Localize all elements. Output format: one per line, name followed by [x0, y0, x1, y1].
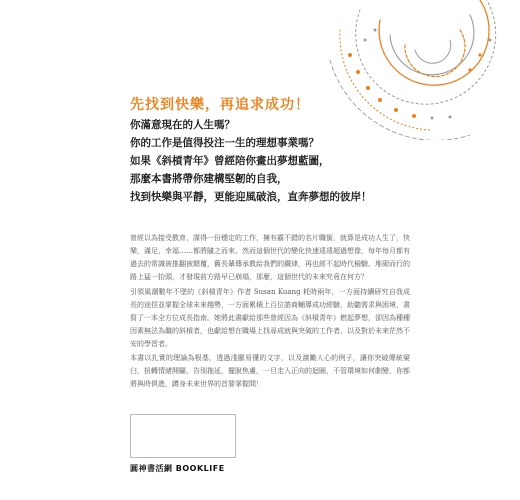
body-paragraph: 本書以扎實的理論為根基，透過淺顯易懂的文字，以及激勵人心的例子，讓你突破傳統窠臼，扭轉情緒開闢，告別拖延，擺脫焦慮，一旦走入正向的迴圈，不管環境如何劇變，你都將與時俱進，蹲身未來世界的首要掌握間！ — [130, 354, 410, 388]
barcode-area — [130, 414, 236, 458]
intro-line: 你滿意現在的人生嗎？ — [130, 119, 235, 131]
body-paragraph: 曾經以為接受教育，謀得一份穩定的工作，擁有霸不錯的名片職銜，就算是成功人生了，快樂，滿足，幸福……都將隨之而來。然而這個世代的變化快速遠遠超過想像，每年每月都有過去的常識被推翻被顛覆，舊長輩傳承教給我們的鐵律，再也經不起時代檢驗。堆砌而行的路上猛一抬頭，才發現前方路早已崩塌，那麼，這個世代的未來究竟在何方？ — [130, 234, 410, 281]
intro-line: 找到快樂與平靜，更能迎風破浪，直奔夢想的彼岸！ — [130, 191, 372, 203]
intro-block — [130, 116, 510, 206]
headline: 先找到快樂，再追求成功！ — [130, 97, 310, 113]
body-paragraph: 引領風潮數年不墜的《斜槓青年》作者 Susan Kuang 耗時兩年，一方面持續研究自我成長的途徑並掌握全球未來趨勢，一方面累積上百位諮商輔導成功經驗，助聽需求與困境，書寫了一本全方位成長指南。她將此書獻給那些曾經因為《斜槓青年》燃起夢想，卻因為種種因素無法為繼的斜槓者，也獻給想在職場上找尋成就與突破的工作者，以及對於未來茫然不安的學習者。 — [130, 288, 410, 348]
intro-line: 那麼本書將帶你建構堅韌的自我， — [130, 173, 288, 185]
intro-line: 你的工作是值得投注一生的理想事業嗎？ — [130, 137, 319, 149]
intro-line: 如果《斜槓青年》曾經陪你畫出夢想藍圖， — [130, 155, 330, 167]
publisher-logo: 圓神書活網 BOOKLIFE — [130, 464, 225, 473]
